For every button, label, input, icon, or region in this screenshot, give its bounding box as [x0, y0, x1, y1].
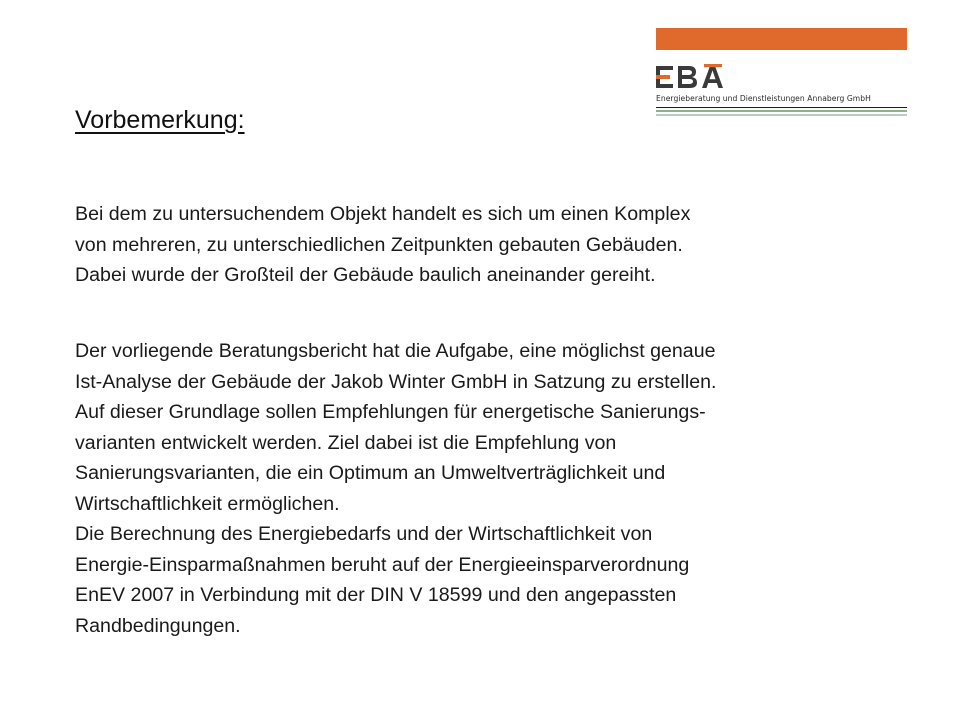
text-line: von mehreren, zu unterschiedlichen Zeitpunkten gebauten Gebäuden.: [75, 233, 683, 256]
text-line: Ist-Analyse der Gebäude der Jakob Winter GmbH in Satzung zu erstellen.: [75, 370, 717, 393]
text-line: Der vorliegende Beratungsbericht hat die Aufgabe, eine möglichst genaue: [75, 340, 716, 362]
logo-tagline: Energieberatung und Dienstleistungen Annaberg GmbH: [656, 94, 871, 103]
text-line: EnEV 2007 in Verbindung mit der DIN V 18599 und den angepassten: [75, 584, 677, 606]
text-line: varianten entwickelt werden. Ziel dabei ist die Empfehlung von: [75, 431, 617, 454]
text-line: Sanierungsvarianten, die ein Optimum an Umweltverträglichkeit und: [75, 462, 666, 484]
text-line: Energie-Einsparmaßnahmen beruht auf der Energieeinsparverordnung: [75, 553, 690, 576]
page-title: Vorbemerkung:: [75, 106, 245, 134]
text-line: Dabei wurde der Großteil der Gebäude baulich aneinander gereiht.: [75, 264, 656, 286]
logo-divider-green: [656, 110, 907, 112]
logo-orange-bar: [656, 28, 907, 50]
text-line: Wirtschaftlichkeit ermöglichen.: [75, 492, 340, 515]
text-line: Bei dem zu untersuchendem Objekt handelt es sich um einen Komplex: [75, 203, 691, 225]
logo-divider-dark: [656, 107, 907, 108]
company-logo: [656, 28, 907, 120]
paragraph-intro: [75, 199, 925, 291]
eba-logo-mark: [656, 64, 736, 90]
text-line: Randbedingungen.: [75, 614, 241, 637]
paragraph-scope: [75, 336, 925, 641]
text-line: Auf dieser Grundlage sollen Empfehlungen für energetische Sanierungs-: [75, 401, 706, 423]
logo-divider-light: [656, 114, 907, 116]
text-line: Die Berechnung des Energiebedarfs und der Wirtschaftlichkeit von: [75, 523, 653, 545]
